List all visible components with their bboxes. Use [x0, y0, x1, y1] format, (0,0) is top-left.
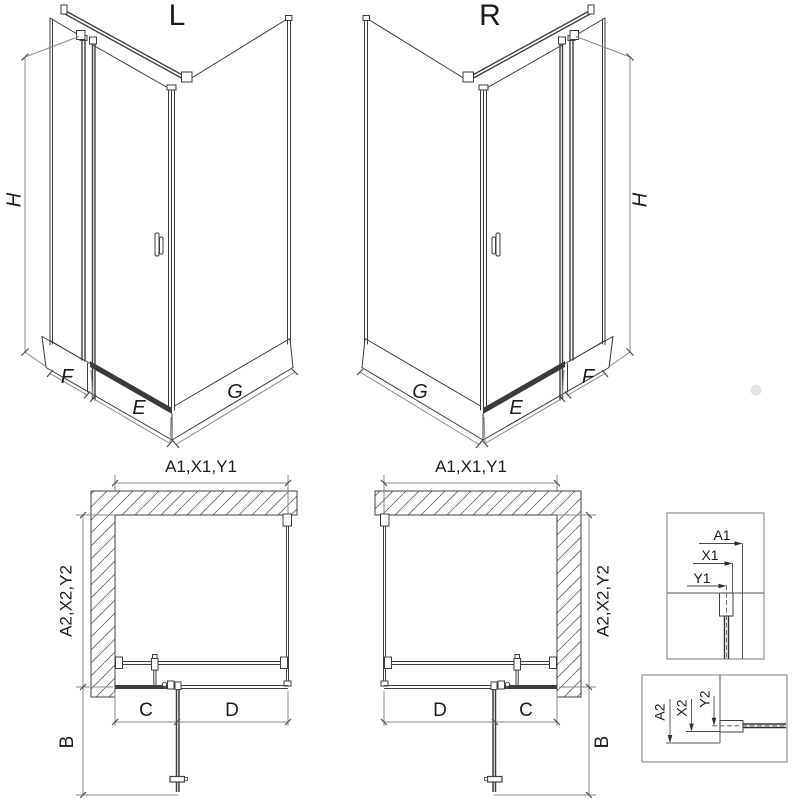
door-e-dim-label: E: [132, 397, 146, 419]
plan-side-dim-label: A2,X2,Y2: [56, 565, 76, 637]
segment-c-label: C: [139, 700, 153, 721]
segment-d-label: D: [225, 700, 239, 721]
detail-x2-label: X2: [673, 699, 690, 717]
right-variant-title: R: [479, 0, 501, 32]
detail-a1-label: A1: [713, 527, 731, 543]
right-iso-drawing: [357, 0, 651, 448]
detail-top-box: [667, 513, 764, 659]
detail-y2-label: Y2: [696, 690, 713, 708]
detail-y1-label: Y1: [693, 570, 711, 586]
segment-d-label: D: [433, 700, 447, 721]
door-e-dim-label: E: [509, 397, 523, 419]
panel-f-dim-label: F: [581, 366, 595, 388]
side-g-dim-label: G: [412, 381, 428, 403]
height-dim-label: H: [629, 192, 652, 208]
detail-bottom-box: [642, 675, 787, 762]
side-g-dim-label: G: [227, 381, 243, 403]
door-swing-b-label: B: [57, 735, 79, 749]
detail-a2-label: A2: [651, 703, 668, 721]
left-variant-title: L: [168, 0, 186, 32]
height-dim-label: H: [3, 192, 26, 208]
panel-f-dim-label: F: [60, 366, 74, 388]
watermark-dot: [751, 385, 762, 396]
plan-top-dim-label: A1,X1,Y1: [165, 457, 237, 476]
door-swing-b-label: B: [592, 735, 614, 749]
plan-side-dim-label: A2,X2,Y2: [593, 565, 613, 637]
segment-c-label: C: [519, 700, 533, 721]
left-iso-drawing: [3, 0, 298, 448]
detail-x1-label: X1: [701, 547, 719, 563]
plan-top-dim-label: A1,X1,Y1: [435, 457, 507, 476]
